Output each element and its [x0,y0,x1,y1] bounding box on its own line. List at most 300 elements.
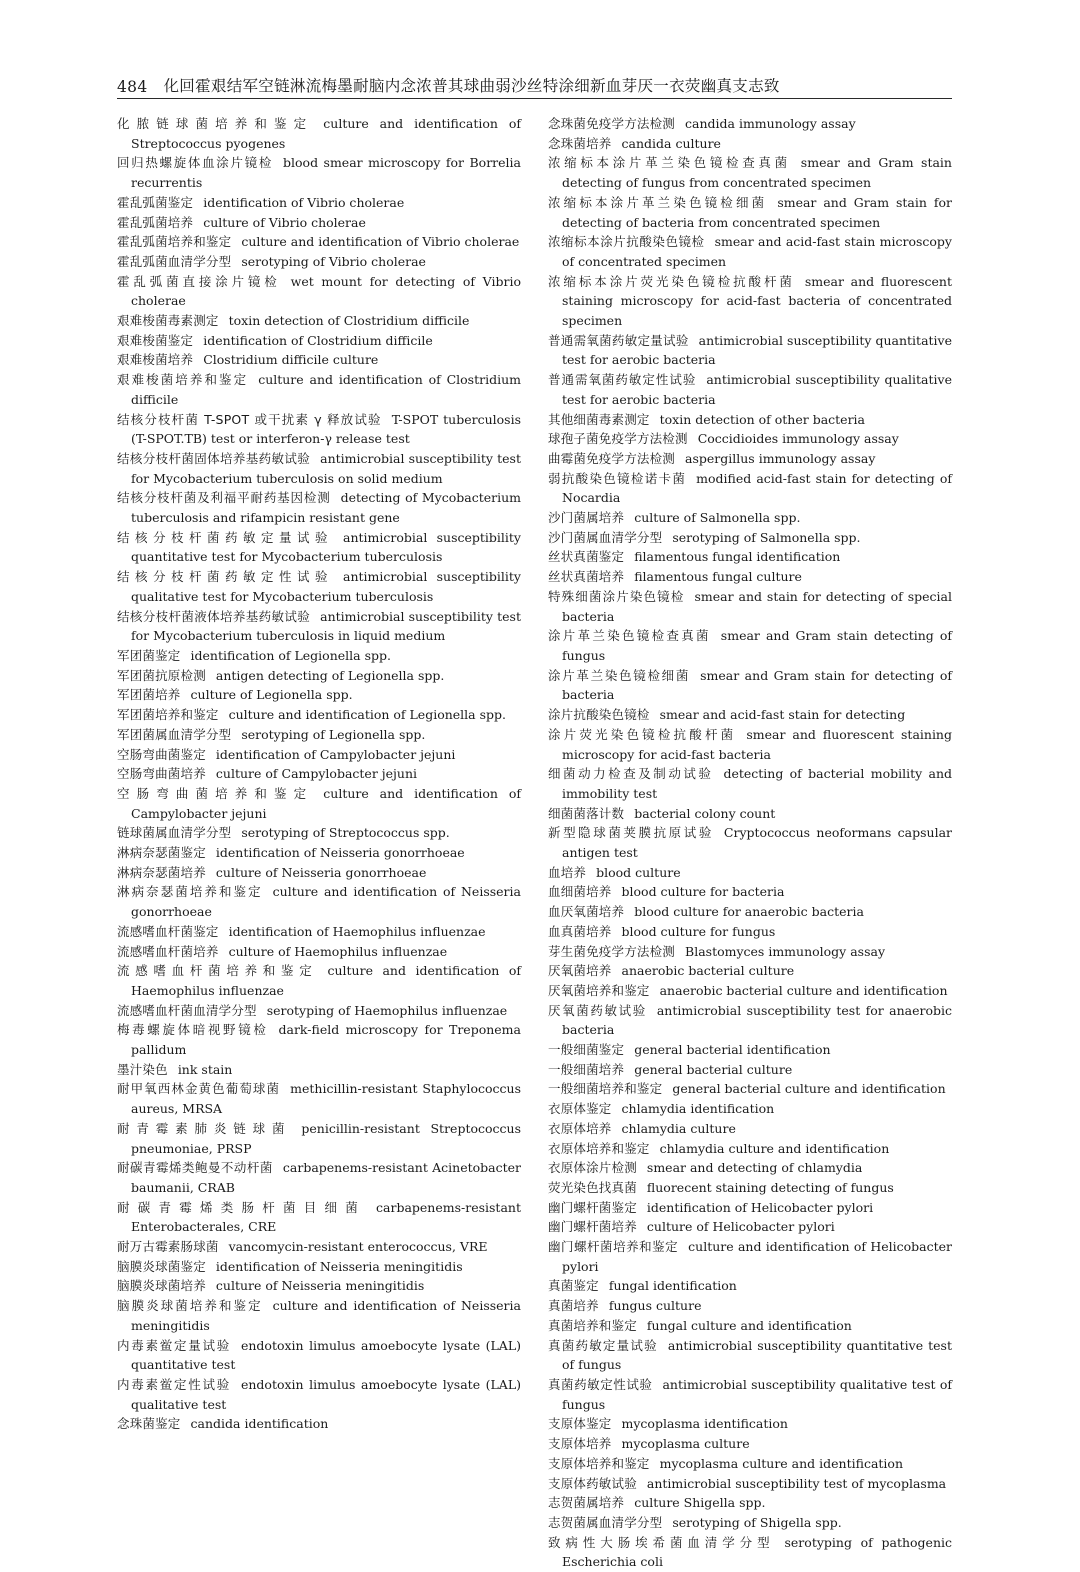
term-chinese: 军团菌抗原检测 [117,667,206,683]
term-english: Cryptococcus neoformans capsular antigen test [562,825,952,861]
term-chinese: 流感嗜血杆菌鉴定 [117,923,219,939]
glossary-entry [117,764,521,784]
glossary-entry [117,232,521,252]
term-english: identification of Haemophilus influenzae [228,923,486,939]
term-chinese: 丝状真菌培养 [548,569,625,585]
term-english: identification of Vibrio cholerae [203,194,405,210]
term-chinese: 霍乱弧菌培养和鉴定 [117,234,232,250]
glossary-entry [117,745,521,765]
glossary-entry [548,1454,952,1474]
term-chinese: 血细菌培养 [548,884,612,900]
glossary-entry [548,1533,952,1572]
term-english: antimicrobial susceptibility test for Mycobacterium tuberculosis in liquid medium [131,608,521,644]
glossary-entry [548,882,952,902]
glossary-entry [117,528,521,567]
term-english: smear and detecting of chlamydia [646,1160,863,1176]
glossary-entry [548,508,952,528]
term-chinese: 耐碳青霉烯类鲍曼不动杆菌 [117,1160,273,1176]
glossary-entry [548,331,952,370]
term-chinese: 内毒素鲎定性试验 [117,1377,231,1392]
term-english: wet mount for detecting of Vibrio cholerae [131,273,521,309]
term-english: culture of Haemophilus influenzae [228,943,448,959]
term-chinese: 普通需氧菌药敏定性试验 [548,372,697,388]
glossary-entry [548,863,952,883]
term-english: chlamydia culture [621,1120,736,1136]
term-chinese: 军团菌培养 [117,687,181,703]
term-chinese: 支原体鉴定 [548,1416,612,1432]
term-english: smear and Gram stain for detecting of bacteria from concentrated specimen [562,194,952,230]
term-chinese: 霍乱弧菌直接涂片镜检 [117,273,281,289]
term-chinese: 化脓链球菌培养和鉴定 [117,116,314,131]
term-english: culture of Neisseria meningitidis [215,1278,425,1294]
term-english: culture and identification of Streptococcus pyogenes [131,116,521,151]
glossary-entry [548,1414,952,1434]
term-english: serotyping of Haemophilus influenzae [266,1002,508,1018]
term-english: culture and identification of Clostridium difficile [131,372,521,407]
term-english: culture and identification of Neisseria gonorrhoeae [131,884,521,920]
glossary-entry [117,685,521,705]
glossary-entry [548,1474,952,1494]
glossary-entry [548,1040,952,1060]
glossary-entry [548,922,952,942]
term-chinese: 沙门菌属培养 [548,510,625,526]
term-chinese: 艰难梭菌毒素测定 [117,313,219,329]
glossary-entry [548,1296,952,1316]
term-english: antigen detecting of Legionella spp. [215,667,445,683]
term-chinese: 弱抗酸染色镜检诺卡菌 [548,470,687,486]
term-chinese: 特殊细菌涂片染色镜检 [548,588,685,604]
term-chinese: 幽门螺杆菌鉴定 [548,1199,637,1215]
term-chinese: 球孢子菌免疫学方法检测 [548,431,688,447]
glossary-entry [548,1493,952,1513]
term-chinese: 浓缩标本涂片荧光染色镜检抗酸杆菌 [548,273,795,289]
glossary-entry [548,1375,952,1414]
glossary-entry [548,429,952,449]
glossary-entry [117,1336,521,1375]
term-chinese: 军团菌培养和鉴定 [117,707,219,723]
term-chinese: 其他细菌毒素测定 [548,411,650,427]
glossary-entry [117,843,521,863]
glossary-entry [117,705,521,725]
term-chinese: 脑膜炎球菌鉴定 [117,1258,206,1274]
glossary-entry [548,193,952,232]
glossary-entry [117,1237,521,1257]
term-chinese: 空肠弯曲菌培养和鉴定 [117,785,314,801]
term-english: candida culture [621,135,721,151]
term-chinese: 艰难梭菌培养 [117,352,194,368]
term-english: mycoplasma culture and identification [659,1455,903,1471]
glossary-entry [117,646,521,666]
term-chinese: 浓缩标本涂片抗酸染色镜检 [548,234,705,250]
term-english: culture and identification of Helicobacter pylori [562,1239,952,1274]
term-english: modified acid-fast stain for detecting of Nocardia [562,470,952,506]
term-chinese: 结核分枝杆菌及利福平耐药基因检测 [117,490,331,506]
running-header [117,66,952,96]
glossary-entry [548,666,952,705]
term-chinese: 耐甲氧西林金黄色葡萄球菌 [117,1081,281,1097]
term-english: blood culture for anaerobic bacteria [634,904,864,920]
glossary-entry [548,1217,952,1237]
term-chinese: 涂片革兰染色镜检查真菌 [548,628,711,644]
glossary-entry [548,1336,952,1375]
glossary-entry [117,449,521,488]
term-english: carbapenems-resistant Enterobacterales, CRE [131,1199,521,1235]
term-english: mycoplasma identification [621,1416,788,1432]
term-chinese: 结核分枝杆菌 T-SPOT 或干扰素 γ 释放试验 [117,411,382,427]
term-english: candida identification [190,1416,329,1432]
term-chinese: 流感嗜血杆菌培养 [117,943,219,959]
glossary-entry [117,114,521,153]
glossary-entry [117,1296,521,1335]
term-chinese: 梅毒螺旋体暗视野镜检 [117,1022,269,1038]
term-english: chlamydia culture and identification [659,1140,890,1156]
term-english: smear and fluorescent staining microscopy for acid-fast bacteria of concentrated specimen [562,273,952,329]
term-english: serotyping of Streptococcus spp. [241,825,450,841]
term-chinese: 霍乱弧菌血清学分型 [117,253,232,269]
glossary-entry [117,1375,521,1414]
glossary-entry [117,784,521,823]
term-chinese: 回归热螺旋体血涂片镜检 [117,155,274,171]
term-english: dark-field microscopy for Treponema pallidum [131,1022,521,1058]
term-english: serotyping of Shigella spp. [672,1514,842,1530]
term-english: smear and acid-fast stain for detecting [659,707,906,723]
glossary-entry [548,981,952,1001]
glossary-entry [117,942,521,962]
term-english: toxin detection of Clostridium difficile [228,313,470,329]
term-english: candida immunology assay [685,116,856,131]
glossary-entry [548,823,952,862]
header-title: 化回霍艰结军空链淋流梅墨耐脑内念浓普其球曲弱沙丝特涂细新血芽厌一衣荧幽真支志致 [163,77,780,95]
term-english: antimicrobial susceptibility test for anaerobic bacteria [562,1002,952,1038]
term-english: T-SPOT tuberculosis (T-SPOT.TB) test or interferon-γ release test [131,411,521,447]
term-english: methicillin-resistant Staphylococcus aureus, MRSA [131,1081,521,1117]
term-english: identification of Neisseria meningitidis [215,1258,463,1274]
glossary-entry [548,705,952,725]
glossary-entry [548,410,952,430]
term-english: antimicrobial susceptibility test for Mycobacterium tuberculosis on solid medium [131,450,521,486]
term-chinese: 流感嗜血杆菌培养和鉴定 [117,963,318,979]
term-english: smear and acid-fast stain microscopy of concentrated specimen [562,234,952,269]
glossary-entry [548,370,952,409]
term-english: serotyping of pathogenic Escherichia coli [562,1534,952,1570]
term-english: culture and identification of Legionella spp. [228,707,506,723]
term-chinese: 曲霉菌免疫学方法检测 [548,450,676,466]
glossary-entry [117,1257,521,1277]
glossary-entry [548,942,952,962]
term-english: Blastomyces immunology assay [685,943,886,959]
term-english: fluorecent staining detecting of fungus [646,1179,894,1195]
term-chinese: 衣原体鉴定 [548,1101,612,1117]
glossary-entry [548,1099,952,1119]
term-chinese: 衣原体培养 [548,1120,612,1136]
term-english: culture of Legionella spp. [190,687,353,703]
term-chinese: 结核分枝杆菌药敏定性试验 [117,569,334,585]
term-english: culture and identification of Campylobacter jejuni [131,785,521,821]
term-chinese: 厌氧菌培养 [548,963,612,979]
term-chinese: 念珠菌免疫学方法检测 [548,116,676,131]
glossary-entry [117,1020,521,1059]
term-english: anaerobic bacterial culture [621,963,795,979]
glossary-entry [548,449,952,469]
term-chinese: 细菌动力检查及制动试验 [548,766,714,782]
term-english: culture of Vibrio cholerae [203,214,366,230]
term-chinese: 丝状真菌鉴定 [548,549,625,565]
term-chinese: 真菌药敏定性试验 [548,1377,653,1392]
term-chinese: 志贺菌属血清学分型 [548,1514,663,1530]
term-chinese: 支原体培养和鉴定 [548,1455,650,1471]
term-english: identification of Legionella spp. [190,647,391,663]
term-chinese: 致病性大肠埃希菌血清学分型 [548,1534,775,1550]
term-english: culture and identification of Vibrio cholerae [241,234,520,250]
term-chinese: 墨汁染色 [117,1061,168,1077]
glossary-entry [548,272,952,331]
glossary-entry [117,863,521,883]
term-english: antimicrobial susceptibility quantitative test for aerobic bacteria [562,332,952,368]
glossary-entry [117,567,521,606]
term-english: antimicrobial susceptibility qualitative test for aerobic bacteria [562,372,952,407]
term-english: filamentous fungal identification [634,549,841,565]
term-english: identification of Neisseria gonorrhoeae [215,845,465,861]
term-chinese: 空肠弯曲菌培养 [117,766,206,782]
glossary-entry [117,922,521,942]
term-chinese: 浓缩标本涂片革兰染色镜检细菌 [548,194,768,210]
term-chinese: 厌氧菌药敏试验 [548,1002,647,1018]
glossary-entry [117,1276,521,1296]
glossary-entry [548,1119,952,1139]
term-english: smear and Gram stain detecting of fungus [562,628,953,663]
term-chinese: 血培养 [548,864,587,880]
term-english: culture Shigella spp. [634,1495,766,1511]
term-chinese: 厌氧菌培养和鉴定 [548,982,650,998]
glossary-entry [117,823,521,843]
term-chinese: 内毒素鲎定量试验 [117,1337,231,1353]
glossary-entry [117,1158,521,1197]
glossary-entry [117,725,521,745]
term-chinese: 耐万古霉素肠球菌 [117,1239,219,1255]
term-chinese: 新型隐球菌荚膜抗原试验 [548,825,714,841]
term-english: serotyping of Vibrio cholerae [241,253,426,269]
glossary-entry [117,193,521,213]
glossary-entry [548,528,952,548]
term-english: antimicrobial susceptibility quantitative test of fungus [562,1337,952,1373]
term-chinese: 一般细菌培养和鉴定 [548,1081,663,1097]
term-chinese: 脑膜炎球菌培养 [117,1278,206,1294]
term-chinese: 衣原体涂片检测 [548,1160,637,1176]
term-english: culture and identification of Haemophilus influenzae [131,963,521,998]
term-chinese: 霍乱弧菌鉴定 [117,194,194,210]
term-english: fungal identification [608,1278,737,1294]
term-chinese: 脑膜炎球菌培养和鉴定 [117,1298,263,1314]
term-english: serotyping of Legionella spp. [241,726,426,742]
term-english: endotoxin limulus amoebocyte lysate (LAL) quantitative test [131,1337,521,1373]
glossary-entry [548,114,952,134]
term-english: identification of Helicobacter pylori [646,1199,874,1215]
term-english: mycoplasma culture [621,1436,750,1452]
term-chinese: 沙门菌属血清学分型 [548,529,663,545]
term-chinese: 真菌鉴定 [548,1278,599,1294]
term-chinese: 念珠菌鉴定 [117,1416,181,1432]
glossary-entry [548,1158,952,1178]
term-english: antimicrobial susceptibility qualitative test of fungus [562,1377,952,1412]
glossary-entry [548,587,952,626]
glossary-entry [548,1237,952,1276]
glossary-entry [548,725,952,764]
term-chinese: 衣原体培养和鉴定 [548,1140,650,1156]
term-english: identification of Clostridium difficile [203,332,433,348]
term-chinese: 支原体药敏试验 [548,1475,637,1491]
glossary-entry [548,902,952,922]
term-chinese: 耐碳青霉烯类肠杆菌目细菌 [117,1199,367,1215]
term-chinese: 念珠菌培养 [548,135,612,151]
page-number: 484 [117,78,148,96]
term-chinese: 血厌氧菌培养 [548,904,625,920]
term-english: blood culture [596,864,681,880]
term-chinese: 霍乱弧菌培养 [117,214,194,230]
term-english: chlamydia identification [621,1101,775,1117]
glossary-entry [117,1060,521,1080]
term-chinese: 荧光染色找真菌 [548,1179,637,1195]
term-chinese: 志贺菌属培养 [548,1495,625,1511]
term-english: Coccidioides immunology assay [697,431,899,447]
term-chinese: 涂片荧光染色镜检抗酸杆菌 [548,726,737,742]
term-chinese: 真菌培养和鉴定 [548,1317,637,1333]
term-chinese: 艰难梭菌鉴定 [117,332,194,348]
term-english: culture of Helicobacter pylori [646,1219,835,1235]
term-english: blood culture for fungus [621,923,776,939]
glossary-entry [117,272,521,311]
glossary-entry [117,1198,521,1237]
term-chinese: 普通需氧菌药敏定量试验 [548,332,689,348]
term-english: antimicrobial susceptibility quantitative test for Mycobacterium tuberculosis [131,529,521,565]
term-chinese: 幽门螺杆菌培养和鉴定 [548,1239,679,1255]
term-chinese: 军团菌属血清学分型 [117,726,232,742]
term-chinese: 细菌菌落计数 [548,805,625,821]
term-english: detecting of Mycobacterium tuberculosis and rifampicin resistant gene [131,490,521,526]
term-english: fungus culture [608,1298,702,1314]
glossary-entry [117,311,521,331]
term-english: antimicrobial susceptibility qualitative test for Mycobacterium tuberculosis [131,569,521,604]
term-chinese: 一般细菌培养 [548,1061,625,1077]
glossary-entry [548,626,952,665]
term-english: detecting of bacterial mobility and immobility test [562,766,952,801]
term-english: bacterial colony count [634,805,776,821]
glossary-entry [117,331,521,351]
term-chinese: 结核分枝杆菌固体培养基药敏试验 [117,450,311,466]
term-english: smear and stain for detecting of special bacteria [562,588,952,624]
term-chinese: 真菌药敏定量试验 [548,1337,658,1353]
glossary-entry [548,1139,952,1159]
term-chinese: 淋病奈瑟菌培养和鉴定 [117,884,263,900]
term-english: anaerobic bacterial culture and identification [659,982,948,998]
term-english: antimicrobial susceptibility test of mycoplasma [646,1475,947,1491]
term-chinese: 血真菌培养 [548,923,612,939]
term-english: endotoxin limulus amoebocyte lysate (LAL) qualitative test [131,1377,521,1412]
glossary-entry [548,134,952,154]
term-english: smear and Gram stain for detecting of bacteria [562,667,952,703]
glossary-entry [117,607,521,646]
glossary-entry [117,1119,521,1158]
glossary-entry [117,153,521,192]
glossary-entry [548,567,952,587]
term-chinese: 结核分枝杆菌药敏定量试验 [117,529,334,545]
glossary-entry [548,804,952,824]
term-chinese: 支原体培养 [548,1436,612,1452]
term-chinese: 真菌培养 [548,1298,599,1314]
glossary-entry [117,350,521,370]
term-english: blood smear microscopy for Borrelia recurrentis [131,155,521,191]
glossary-entry [548,1513,952,1533]
term-english: smear and Gram stain detecting of fungus from concentrated specimen [562,155,952,191]
term-english: smear and fluorescent staining microscopy for acid-fast bacteria [562,726,952,762]
glossary-entry [548,764,952,803]
glossary-entry [117,1079,521,1118]
glossary-entry [548,1079,952,1099]
glossary-entry [117,961,521,1000]
term-english: filamentous fungal culture [634,569,802,585]
glossary-entry [548,232,952,271]
glossary-entry [548,1060,952,1080]
glossary-entry [117,213,521,233]
term-chinese: 芽生菌免疫学方法检测 [548,943,676,959]
glossary-entry [117,252,521,272]
glossary-entry [548,153,952,192]
term-chinese: 涂片抗酸染色镜检 [548,707,650,723]
glossary-entry [548,469,952,508]
glossary-entry [548,1316,952,1336]
term-english: culture of Campylobacter jejuni [215,766,418,782]
term-english: toxin detection of other bacteria [659,411,865,427]
term-english: culture of Salmonella spp. [634,510,801,526]
term-chinese: 耐青霉素肺炎链球菌 [117,1120,292,1136]
term-chinese: 链球菌属血清学分型 [117,825,232,841]
glossary-entry [117,882,521,921]
term-chinese: 一般细菌鉴定 [548,1042,625,1058]
glossary-entry [548,1276,952,1296]
term-chinese: 幽门螺杆菌培养 [548,1219,637,1235]
term-chinese: 艰难梭菌培养和鉴定 [117,372,249,388]
left-glossary-column [117,114,521,1434]
term-chinese: 流感嗜血杆菌血清学分型 [117,1002,257,1018]
term-english: carbapenems-resistant Acinetobacter baumanii, CRAB [131,1160,521,1195]
term-chinese: 淋病奈瑟菌鉴定 [117,845,206,861]
header-rule [117,98,952,99]
term-english: identification of Campylobacter jejuni [215,746,456,762]
term-chinese: 结核分枝杆菌液体培养基药敏试验 [117,608,311,624]
glossary-entry [117,410,521,449]
term-english: general bacterial identification [634,1042,831,1058]
glossary-entry [548,1198,952,1218]
term-english: Clostridium difficile culture [203,352,379,368]
glossary-entry [548,1001,952,1040]
glossary-entry [117,666,521,686]
term-english: vancomycin-resistant enterococcus, VRE [228,1239,488,1255]
glossary-entry [117,488,521,527]
glossary-entry [548,1434,952,1454]
term-english: ink stain [177,1061,233,1077]
right-glossary-column [548,114,952,1572]
term-english: serotyping of Salmonella spp. [672,529,861,545]
term-chinese: 浓缩标本涂片革兰染色镜检查真菌 [548,155,791,171]
term-chinese: 空肠弯曲菌鉴定 [117,746,206,762]
glossary-entry [117,1001,521,1021]
glossary-entry [117,1414,521,1434]
glossary-entry [548,547,952,567]
term-english: general bacterial culture and identification [672,1081,946,1097]
term-english: culture of Neisseria gonorrhoeae [215,864,427,880]
term-english: aspergillus immunology assay [685,450,876,466]
glossary-entry [548,1178,952,1198]
term-english: penicillin-resistant Streptococcus pneumoniae, PRSP [131,1120,521,1156]
